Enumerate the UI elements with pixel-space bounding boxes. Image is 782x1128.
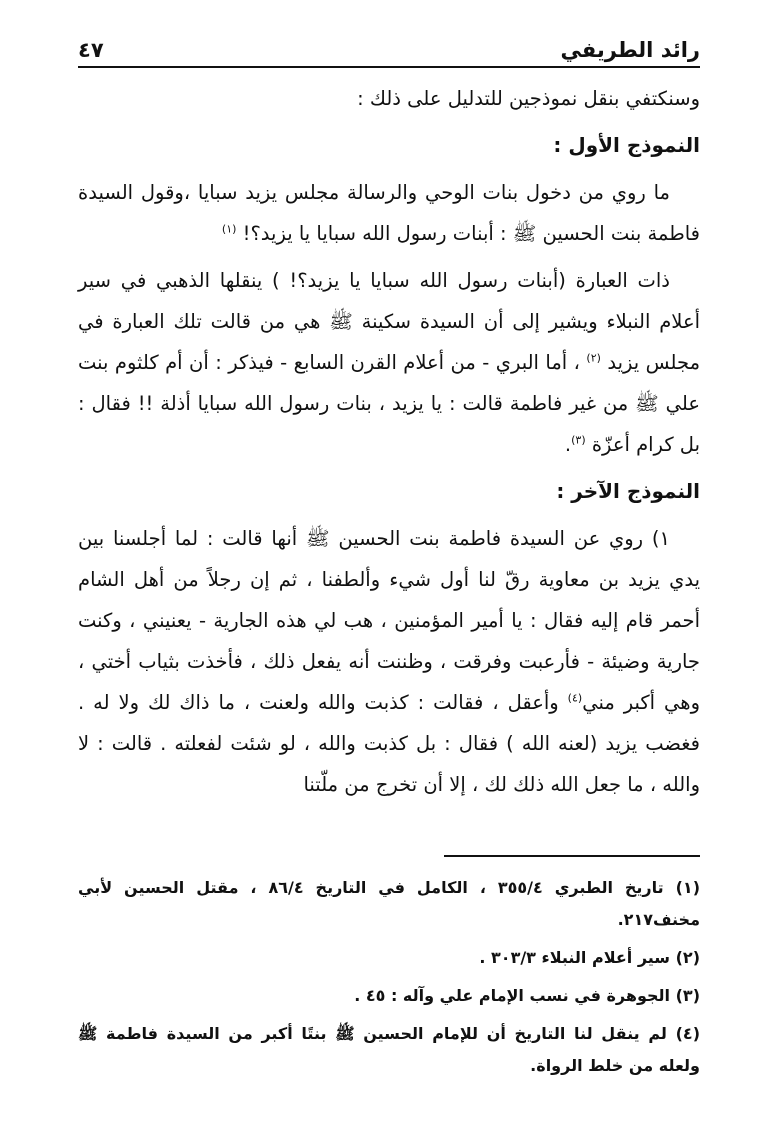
paragraph-dhahabi [78, 260, 700, 465]
footnotes [78, 872, 700, 1088]
footnote-1: (١) تاريخ الطبري ٣٥٥/٤ ، الكامل في التاريخ ٨٦/٤ ، مقتل الحسين لأبي مخنف٢١٧. [78, 878, 700, 929]
heading-first-example: النموذج الأول : [553, 133, 700, 157]
paragraph-second-example [78, 518, 700, 805]
footnote-2: (٢) سير أعلام النبلاء ٣٠٣/٣ . [479, 948, 700, 967]
paragraph-text: ، أما البري - من أعلام القرن السابع - فيذكر : أن أم كلثوم بنت علي ﷺ من غير فاطمة قالت : يا يزيد ، بنات رسول الله سبايا أذلة !! فقال : بل كرام أعزّة [78, 351, 700, 456]
footnote-ref-1[interactable]: (١) [221, 222, 237, 236]
footnote-ref-4[interactable]: (٤) [567, 691, 583, 705]
footnote-4: (٤) لم ينقل لنا التاريخ أن للإمام الحسين ﷺ بنتًا أكبر من السيدة فاطمة ﷺ ولعله من خلط الرواة. [78, 1024, 700, 1075]
running-header [78, 28, 700, 68]
author-name: رائد الطريفي [560, 38, 700, 62]
page-number: ٤٧ [78, 38, 104, 62]
paragraph-text: ذات العبارة (أبنات رسول الله سبايا يا يزيد؟! ) ينقلها الذهبي في سير أعلام النبلاء ويشير إلى أن السيدة سكينة ﷺ هي من قالت تلك العبارة في مجلس يزيد [78, 269, 701, 374]
main-text [78, 78, 700, 805]
intro-paragraph: وسنكتفي بنقل نموذجين للتدليل على ذلك : [357, 87, 700, 110]
paragraph-text: ما روي من دخول بنات الوحي والرسالة مجلس يزيد سبايا ،وقول السيدة فاطمة بنت الحسين ﷺ : أبنات رسول الله سبايا يا يزيد؟! [78, 181, 700, 245]
footnote-ref-3[interactable]: (٣) [571, 433, 586, 447]
footnote-3: (٣) الجوهرة في نسب الإمام علي وآله : ٤٥ . [354, 986, 700, 1005]
paragraph-text: وأعقل ، فقالت : كذبت والله ولعنت ، ما ذاك لك ولا له . فغضب يزيد (لعنه الله ) فقال : بل كذبت والله ، لو شئت لفعلته . قالت : لا والله ، ما جعل الله ذلك لك ، إلا أن تخرج من ملّتنا [78, 691, 700, 796]
paragraph-first-example [78, 172, 700, 254]
heading-second-example: النموذج الآخر : [556, 479, 700, 503]
paragraph-end: . [564, 433, 572, 456]
footnote-divider [444, 855, 700, 857]
footnote-ref-2[interactable]: (٢) [586, 351, 601, 365]
paragraph-text: ١) روي عن السيدة فاطمة بنت الحسين ﷺ أنها قالت : لما أجلسنا بين يدي يزيد بن معاوية رقّ لنا أول شيء وألطفنا ، ثم إن رجلاً من أهل الشام أحمر قام إليه فقال : يا أمير المؤمنين ، هب لي هذه الجارية - يعنيني ، وكنت جارية وضيئة - فأرعبت وفرقت ، وظننت أنه يفعل ذلك ، فأخذت بثياب أختي ، وهي أكبر مني [78, 527, 701, 714]
